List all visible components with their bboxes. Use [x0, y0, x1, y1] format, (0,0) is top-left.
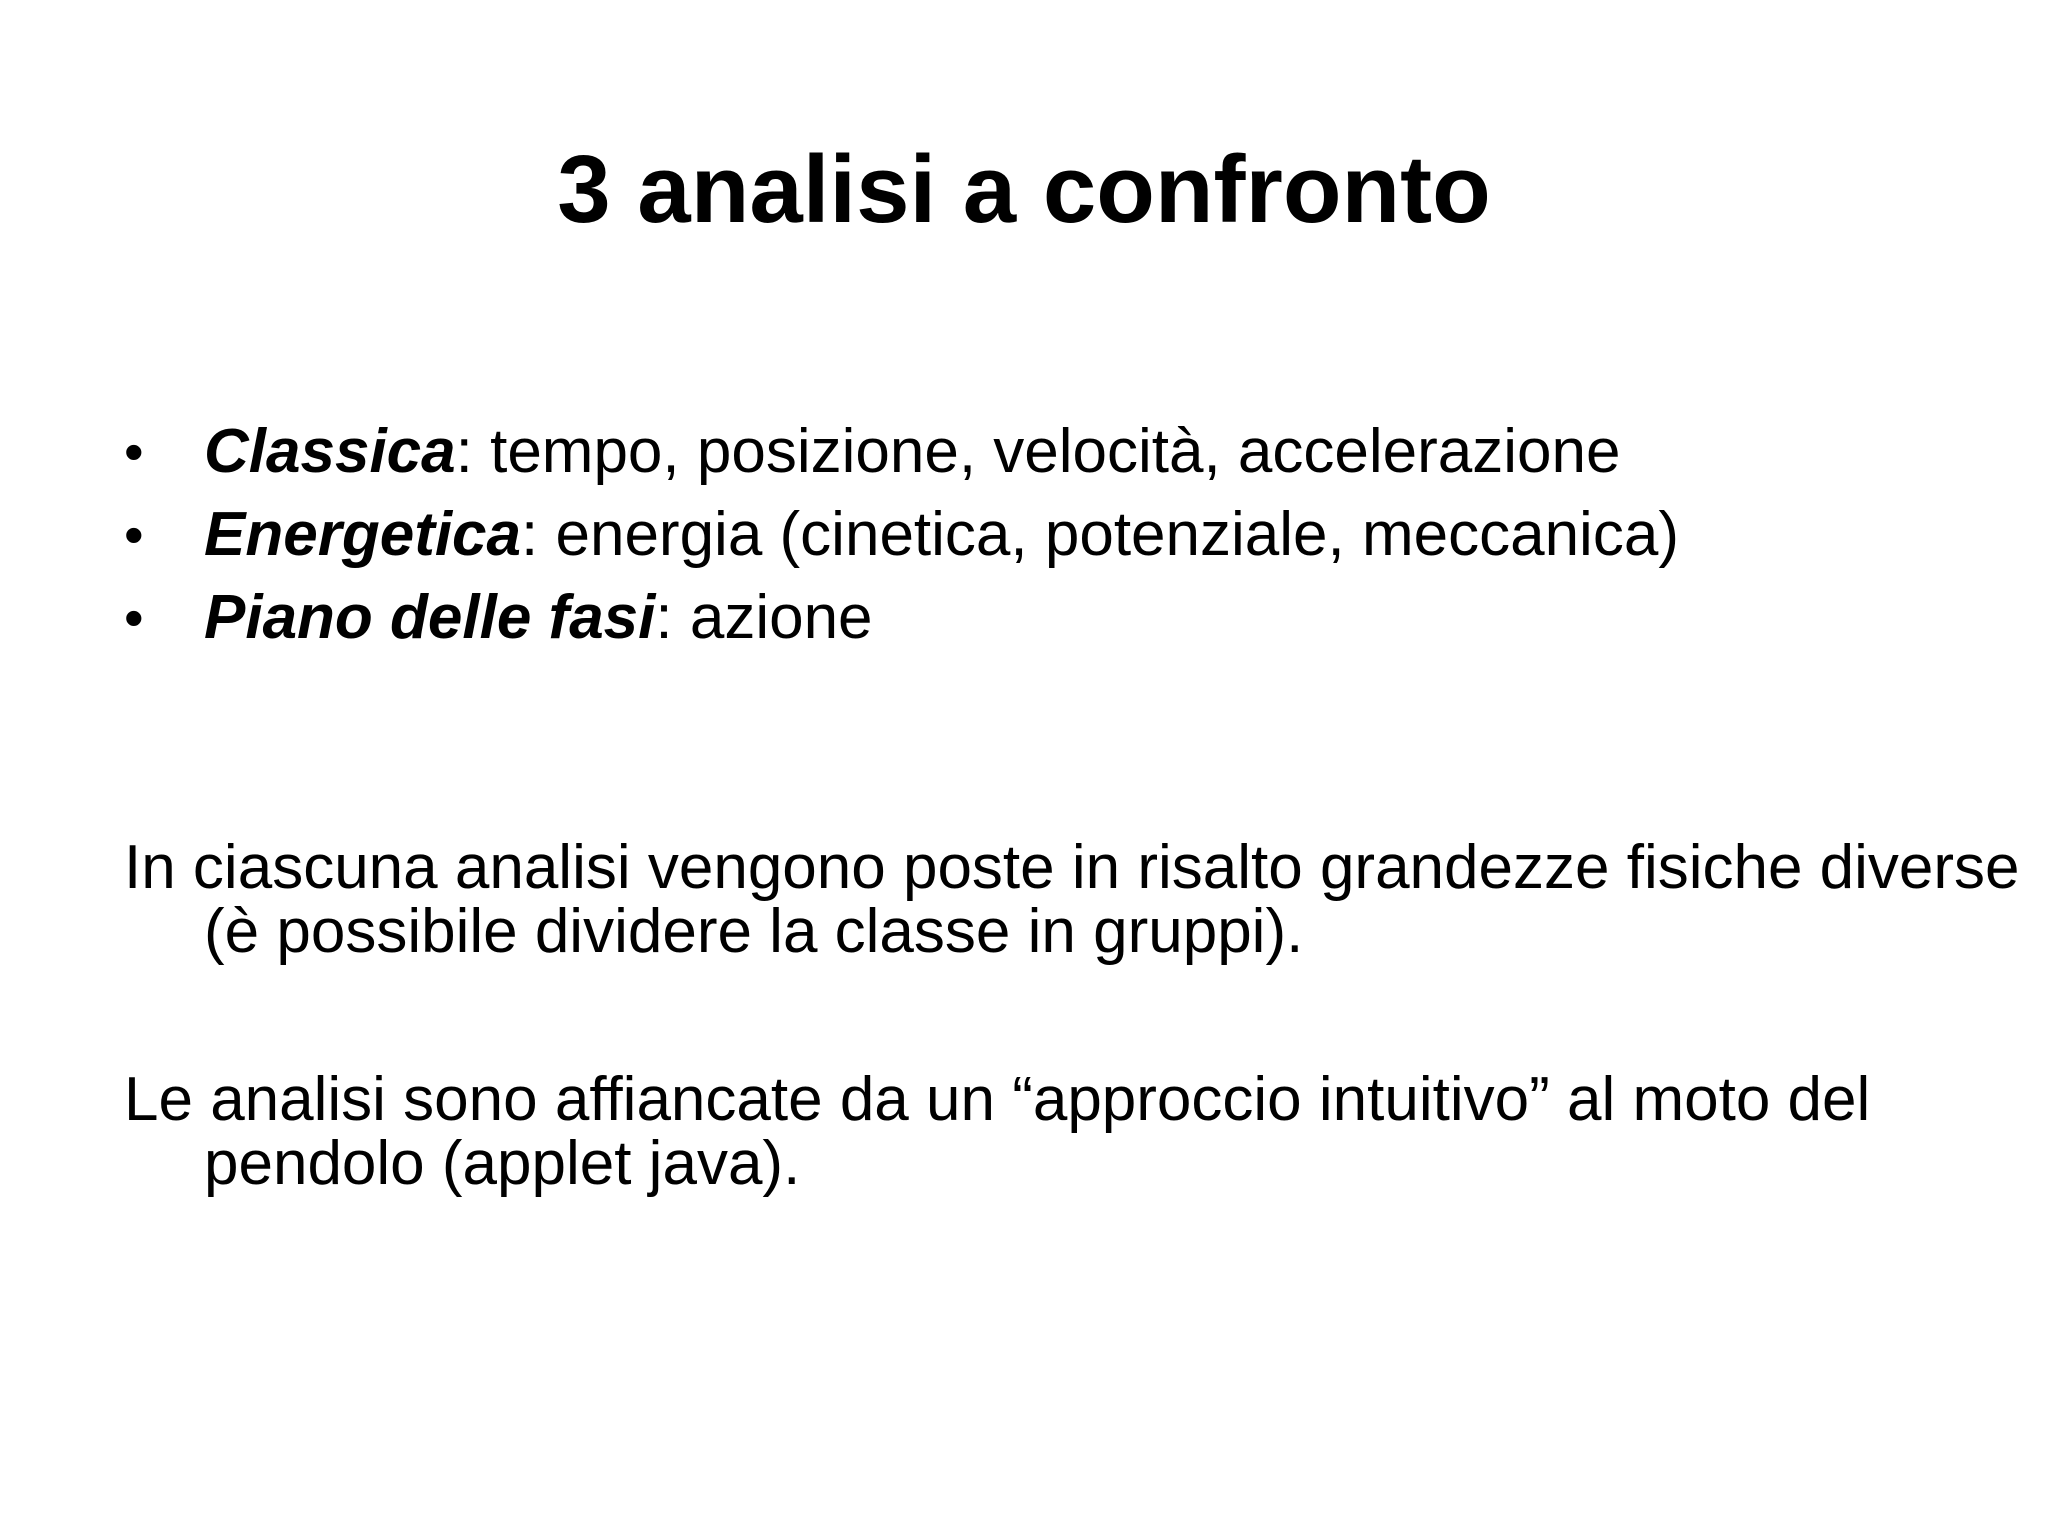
bullet-term: Piano delle fasi [204, 583, 656, 652]
paragraph-grandezze-fisiche: In ciascuna analisi vengono poste in risalto grandezze fisiche diverse (è possibile dividere la classe in gruppi). [124, 833, 2020, 966]
bullet-icon: • [124, 586, 144, 649]
bullet-list [124, 410, 1984, 659]
slide-title: 3 analisi a confronto [557, 136, 1491, 243]
bullet-term: Energetica [204, 500, 522, 569]
bullet-item-energetica [124, 493, 1984, 576]
bullet-item-piano-delle-fasi [124, 576, 1984, 659]
bullet-text: : energia (cinetica, potenziale, meccanica) [521, 500, 1679, 569]
bullet-item-classica [124, 410, 1984, 493]
bullet-icon: • [124, 420, 144, 483]
paragraph-approccio-intuitivo: Le analisi sono affiancate da un “approccio intuitivo” al moto del pendolo (applet java). [124, 1065, 1871, 1198]
bullet-text: : azione [655, 583, 873, 652]
bullet-term: Classica [204, 417, 456, 486]
bullet-text: : tempo, posizione, velocità, accelerazione [455, 417, 1621, 486]
bullet-icon: • [124, 503, 144, 566]
